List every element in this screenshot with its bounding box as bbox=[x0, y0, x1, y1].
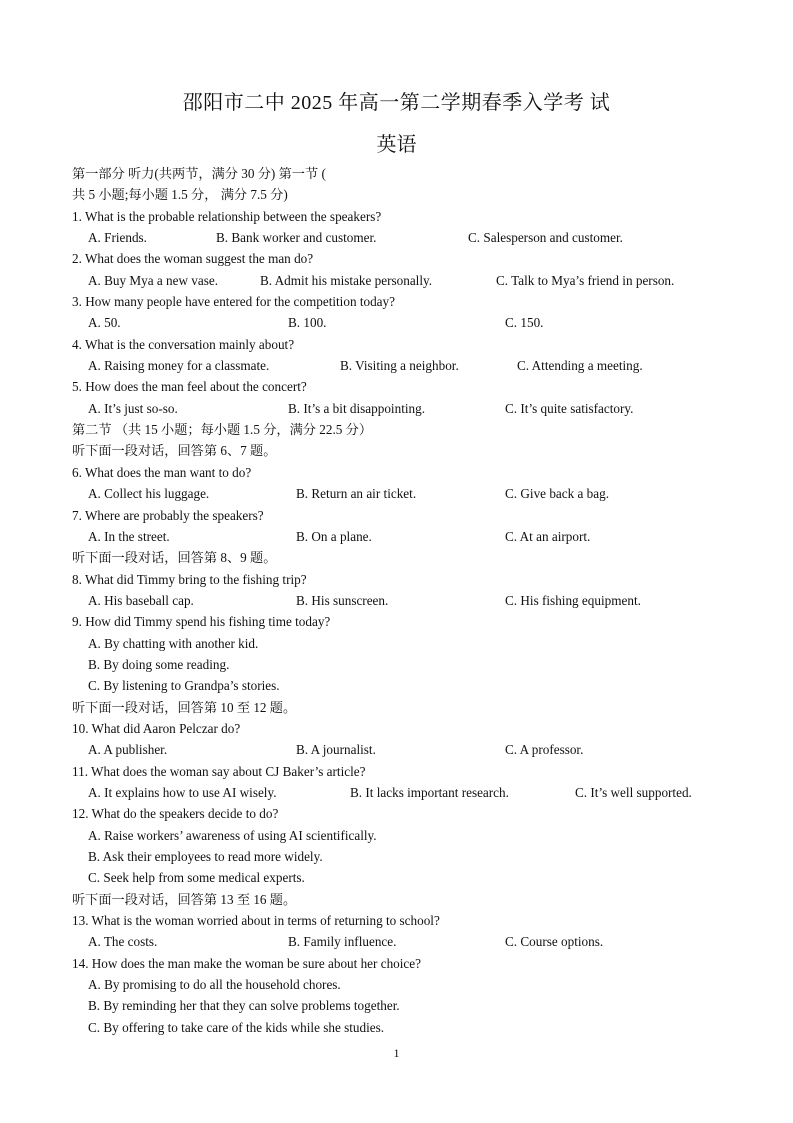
answer-option: A. It’s just so-so. bbox=[88, 400, 178, 416]
answer-options-row bbox=[72, 739, 732, 760]
answer-option: A. By chatting with another kid. bbox=[88, 635, 259, 651]
answer-option: A. It explains how to use AI wisely. bbox=[88, 784, 277, 800]
answer-option: A. Collect his luggage. bbox=[88, 486, 210, 502]
answer-option: B. Visiting a neighbor. bbox=[340, 358, 459, 374]
answer-option: A. Buy Mya a new vase. bbox=[88, 272, 219, 288]
answer-option: C. It’s well supported. bbox=[575, 784, 692, 800]
text-line: 10. What did Aaron Pelczar do? bbox=[72, 720, 241, 736]
answer-option: B. His sunscreen. bbox=[296, 592, 389, 608]
text-line: 7. Where are probably the speakers? bbox=[72, 507, 264, 523]
answer-option: B. Family influence. bbox=[288, 934, 397, 950]
answer-option: B. A journalist. bbox=[296, 742, 376, 758]
answer-options-row bbox=[72, 483, 732, 504]
answer-option: C. Talk to Mya’s friend in person. bbox=[496, 272, 675, 288]
answer-option: C. Seek help from some medical experts. bbox=[88, 870, 305, 886]
answer-option: C. By offering to take care of the kids while she studies. bbox=[88, 1019, 385, 1035]
answer-option: A. 50. bbox=[88, 315, 121, 331]
answer-option: C. A professor. bbox=[505, 742, 584, 758]
answer-option: B. 100. bbox=[288, 315, 327, 331]
answer-option: C. It’s quite satisfactory. bbox=[505, 400, 634, 416]
answer-option: C. Course options. bbox=[505, 934, 604, 950]
text-line: 共 5 小题;每小题 1.5 分， 满分 7.5 分) bbox=[72, 187, 288, 203]
answer-options-row bbox=[72, 312, 732, 333]
answer-option: B. Ask their employees to read more widely. bbox=[88, 849, 323, 864]
answer-option: A. A publisher. bbox=[88, 742, 168, 758]
answer-option: C. His fishing equipment. bbox=[505, 592, 641, 608]
text-line: 第一部分 听力(共两节，满分 30 分) 第一节 ( bbox=[72, 166, 326, 181]
text-line: 12. What do the speakers decide to do? bbox=[72, 806, 279, 822]
answer-options-row bbox=[72, 355, 732, 376]
text-line: 听下面一段对话，回答第 10 至 12 题。 bbox=[72, 699, 297, 715]
text-line: 14. How does the man make the woman be sure about her choice? bbox=[72, 955, 421, 971]
text-line: 3. How many people have entered for the competition today? bbox=[72, 294, 395, 310]
answer-option: C. By listening to Grandpa’s stories. bbox=[88, 678, 280, 694]
answer-option: C. Give back a bag. bbox=[505, 486, 609, 502]
text-line: 4. What is the conversation mainly about? bbox=[72, 336, 295, 352]
answer-options-row bbox=[72, 398, 732, 419]
text-line: 8. What did Timmy bring to the fishing trip? bbox=[72, 571, 307, 587]
answer-options-row bbox=[72, 590, 732, 611]
text-line: 9. How did Timmy spend his fishing time today? bbox=[72, 614, 331, 630]
text-line: 1. What is the probable relationship between the speakers? bbox=[72, 208, 382, 224]
answer-option: B. Bank worker and customer. bbox=[216, 230, 377, 246]
text-line: 听下面一段对话，回答第 13 至 16 题。 bbox=[72, 891, 297, 907]
answer-options-row bbox=[72, 526, 732, 547]
answer-options-row bbox=[72, 931, 732, 952]
answer-option: A. Raise workers’ awareness of using AI scientifically. bbox=[88, 827, 377, 843]
answer-option: B. By reminding her that they can solve problems together. bbox=[88, 998, 400, 1014]
text-line: 2. What does the woman suggest the man do? bbox=[72, 251, 314, 267]
answer-option: B. It’s a bit disappointing. bbox=[288, 400, 425, 416]
subject-title: 英语 bbox=[376, 134, 417, 156]
answer-option: B. On a plane. bbox=[296, 528, 372, 544]
text-line: 听下面一段对话，回答第 8、9 题。 bbox=[72, 550, 277, 566]
answer-option: B. By doing some reading. bbox=[88, 656, 230, 672]
exam-content bbox=[72, 163, 732, 1038]
answer-option: C. 150. bbox=[505, 315, 544, 331]
answer-option: B. Return an air ticket. bbox=[296, 486, 417, 502]
answer-option: B. Admit his mistake personally. bbox=[260, 272, 433, 288]
answer-options-row bbox=[72, 227, 732, 248]
text-line: 13. What is the woman worried about in terms of returning to school? bbox=[72, 913, 440, 929]
text-line: 11. What does the woman say about CJ Baker’s article? bbox=[72, 763, 366, 779]
answer-option: B. It lacks important research. bbox=[350, 784, 509, 800]
answer-options-row bbox=[72, 270, 732, 291]
answer-option: A. Friends. bbox=[88, 230, 147, 246]
exam-title: 邵阳市二中 2025 年高一第二学期春季入学考 试 bbox=[182, 92, 611, 114]
answer-option: A. The costs. bbox=[88, 934, 158, 950]
text-line: 6. What does the man want to do? bbox=[72, 464, 252, 480]
answer-option: A. By promising to do all the household chores. bbox=[88, 977, 341, 993]
answer-option: C. Salesperson and customer. bbox=[468, 230, 623, 246]
answer-option: A. Raising money for a classmate. bbox=[88, 358, 270, 374]
text-line: 听下面一段对话，回答第 6、7 题。 bbox=[72, 443, 277, 459]
page-number: 1 bbox=[393, 1046, 400, 1060]
answer-option: C. At an airport. bbox=[505, 528, 591, 544]
answer-option: C. Attending a meeting. bbox=[517, 358, 643, 374]
answer-option: A. In the street. bbox=[88, 528, 170, 544]
answer-options-row bbox=[72, 782, 732, 803]
text-line: 第二节 （共 15 小题；每小题 1.5 分，满分 22.5 分） bbox=[72, 422, 373, 438]
answer-option: A. His baseball cap. bbox=[88, 592, 194, 608]
text-line: 5. How does the man feel about the concert? bbox=[72, 379, 307, 395]
